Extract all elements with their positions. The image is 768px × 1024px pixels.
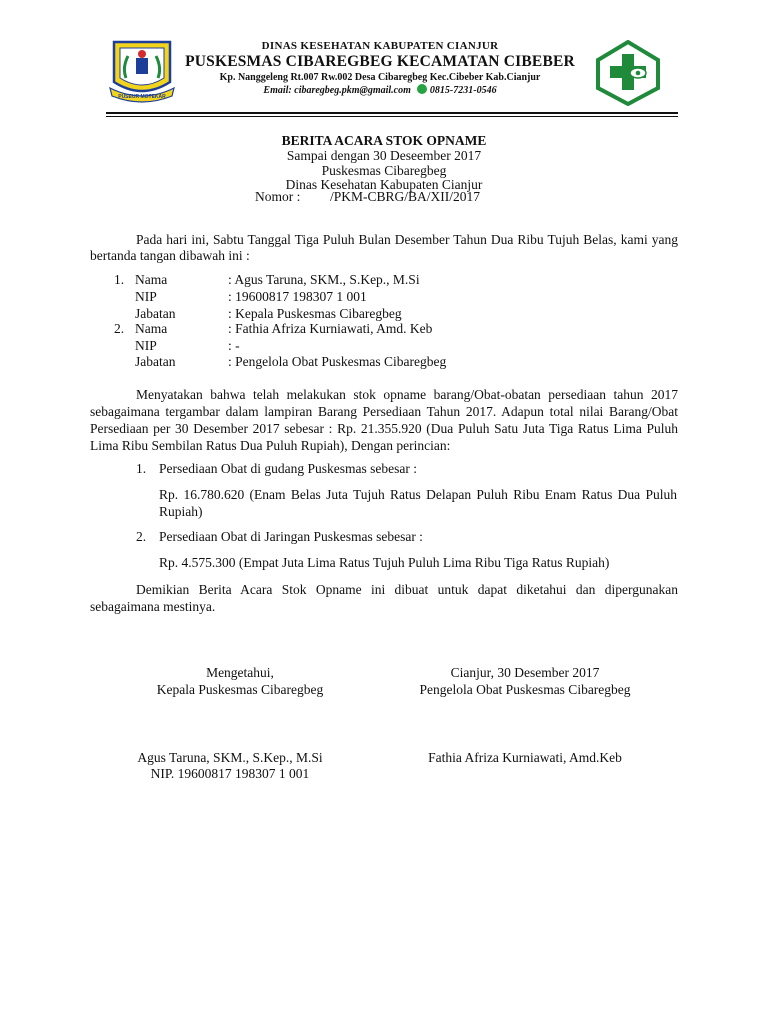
signature-right-position: Pengelola Obat Puskesmas Cibaregbeg bbox=[419, 682, 631, 697]
letterhead-divider-thick bbox=[106, 112, 678, 114]
row-value: : Pengelola Obat Puskesmas Cibaregbeg bbox=[228, 354, 447, 369]
letterhead-address: Kp. Nanggeleng Rt.007 Rw.002 Desa Cibaregbeg Kec.Cibeber Kab.Cianjur bbox=[219, 72, 541, 83]
cianjur-emblem-logo bbox=[106, 38, 178, 108]
row-label: Jabatan bbox=[135, 354, 176, 369]
closing-paragraph: Demikian Berita Acara Stok Opname ini dibuat untuk dapat diketahui dan dipergunakan sebagaimana mestinya. bbox=[90, 582, 678, 614]
item-label: Persediaan Obat di gudang Puskesmas sebesar : bbox=[159, 461, 417, 476]
title-period: Sampai dengan 30 Deseember 2017 bbox=[286, 148, 482, 163]
signature-right-name: Fathia Afriza Kurniawati, Amd.Keb bbox=[428, 750, 622, 765]
row-label: NIP bbox=[135, 338, 157, 353]
title-dinas: Dinas Kesehatan Kabupaten Cianjur bbox=[285, 177, 483, 192]
row-value: : Kepala Puskesmas Cibaregbeg bbox=[228, 306, 402, 321]
document-title: BERITA ACARA STOK OPNAME bbox=[281, 133, 487, 148]
item-2-amount: Rp. 4.575.300 (Empat Juta Lima Ratus Tujuh Puluh Lima Ribu Tiga Ratus Rupiah) bbox=[159, 555, 610, 570]
intro-paragraph: Pada hari ini, Sabtu Tanggal Tiga Puluh Bulan Desember Tahun Dua Ribu Tujuh Belas, kami yang bertanda tangan dibawah ini : bbox=[90, 232, 678, 263]
statement-paragraph: Menyatakan bahwa telah melakukan stok opname barang/Obat-obatan persediaan tahun 2017 sebagaimana tergambar dalam lampiran Barang Persediaan Tahun 2017. Adapun total nilai Barang/Obat Persediaan per 30 Desember 2017 sebesar : Rp. 21.355.920 (Dua Puluh Satu Juta Tiga Ratus Lima Puluh Lima Ribu Sembilan Ratus Dua Puluh Rupiah), Dengan perincian: bbox=[90, 387, 678, 453]
row-number: 2. bbox=[114, 321, 125, 336]
row-value: : Agus Taruna, SKM., S.Kep., M.Si bbox=[228, 272, 420, 287]
row-number: 1. bbox=[114, 272, 125, 287]
puskesmas-logo bbox=[594, 40, 662, 106]
signature-right-block bbox=[390, 665, 660, 698]
signature-left-name-block bbox=[100, 750, 360, 782]
emblem-ribbon-text: PUSEUR MOTEKAR bbox=[118, 94, 166, 100]
row-value: : Fathia Afriza Kurniawati, Amd. Keb bbox=[228, 321, 433, 336]
whatsapp-icon bbox=[417, 84, 427, 94]
signature-left-name: Agus Taruna, SKM., S.Kep., M.Si bbox=[137, 750, 323, 765]
row-label: Jabatan bbox=[135, 306, 176, 321]
letterhead-contact bbox=[170, 84, 590, 96]
signature-left-nip: NIP. 19600817 198307 1 001 bbox=[150, 766, 310, 781]
row-label: Nama bbox=[135, 272, 168, 287]
signature-left-intro: Mengetahui, bbox=[206, 665, 274, 680]
letterhead-divider-thin bbox=[106, 116, 678, 117]
nomor-value: /PKM-CBRG/BA/XII/2017 bbox=[330, 189, 481, 204]
signature-right-date: Cianjur, 30 Desember 2017 bbox=[450, 665, 600, 680]
item-number: 2. bbox=[136, 529, 147, 544]
row-value: : 19600817 198307 1 001 bbox=[228, 289, 367, 304]
row-label: NIP bbox=[135, 289, 157, 304]
letterhead-email: Email: cibaregbeg.pkm@gmail.com bbox=[263, 85, 411, 96]
nomor-label: Nomor : bbox=[255, 189, 301, 204]
item-1-amount: Rp. 16.780.620 (Enam Belas Juta Tujuh Ratus Delapan Puluh Ribu Enam Ratus Dua Puluh Rupiah) bbox=[159, 487, 677, 519]
signature-left-position: Kepala Puskesmas Cibaregbeg bbox=[156, 682, 324, 697]
signature-right-name-block bbox=[390, 750, 660, 766]
item-number: 1. bbox=[136, 461, 147, 476]
row-value: : - bbox=[228, 338, 240, 353]
signature-left-block bbox=[110, 665, 370, 698]
letterhead-puskesmas-name: PUSKESMAS CIBAREGBEG KECAMATAN CIBEBER bbox=[185, 53, 575, 70]
letterhead-agency: DINAS KESEHATAN KABUPATEN CIANJUR bbox=[261, 40, 499, 52]
title-puskesmas: Puskesmas Cibaregbeg bbox=[321, 163, 447, 178]
row-label: Nama bbox=[135, 321, 168, 336]
letterhead-phone: 0815-7231-0546 bbox=[429, 85, 497, 96]
item-label: Persediaan Obat di Jaringan Puskesmas sebesar : bbox=[159, 529, 423, 544]
